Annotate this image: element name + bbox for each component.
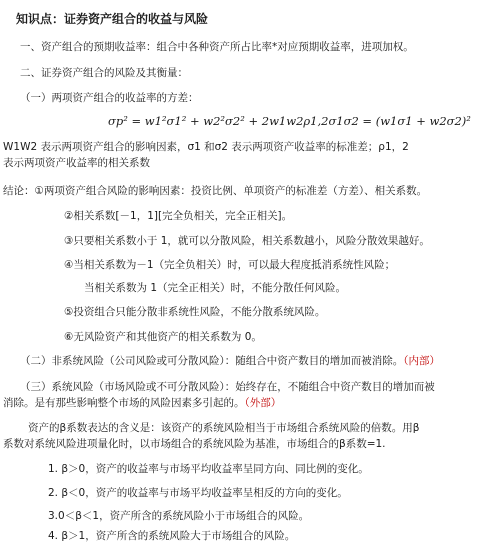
beta-definition-line2: 系数对系统风险进项量化时，以市场组合的系统风险为基准，市场组合的β系数=1.: [3, 438, 386, 450]
beta-item-1: 1. β＞0，资产的收益率与市场平均收益率呈同方向、同比例的变化。: [48, 463, 369, 475]
section-expected-return: 一、资产组合的预期收益率：组合中各种资产所占比率*对应预期收益率，进项加权。: [20, 41, 414, 53]
conclusion-3: ③只要相关系数小于 1，就可以分散风险，相关系数越小，风险分散效果越好。: [64, 235, 430, 247]
beta-item-4: 4. β＞1，资产所含的系统风险大于市场组合的风险。: [48, 530, 296, 542]
beta-item-3: 3.0＜β＜1，资产所含的系统风险小于市场组合的风险。: [48, 510, 310, 522]
systematic-risk-line1: （三）系统风险（市场风险或不可分散风险）：始终存在，不随组合中资产数目的增加而被: [20, 381, 435, 393]
weights-explanation: W1W2 表示两项资产组合的影响因素，σ1 和σ2 表示两项资产收益率的标准差；ρ1，2: [3, 141, 409, 153]
conclusion-6: ⑥无风险资产和其他资产的相关系数为 0。: [64, 331, 262, 343]
unsystematic-risk-text: （二）非系统风险（公司风险或可分散风险）：随组合中资产数目的增加而被消除。: [20, 355, 404, 367]
conclusion-4b: 当相关系数为 1（完全正相关）时，不能分散任何风险。: [84, 282, 347, 294]
document-title: 知识点：证券资产组合的收益与风险: [16, 12, 209, 26]
beta-item-2: 2. β＜0，资产的收益率与市场平均收益率呈相反的方向的变化。: [48, 487, 348, 499]
correlation-explanation: 表示两项资产收益率的相关系数: [3, 157, 150, 169]
external-tag: （外部）: [244, 397, 282, 409]
conclusion-5: ⑤投资组合只能分散非系统性风险，不能分散系统风险。: [64, 306, 326, 318]
systematic-risk-line2: [3, 396, 281, 410]
conclusion-4: ④当相关系数为－1（完全负相关）时，可以最大程度抵消系统性风险；: [64, 259, 396, 271]
conclusion-2: ②相关系数[－1，1][完全负相关，完全正相关]。: [64, 210, 293, 222]
unsystematic-risk: [20, 354, 440, 368]
variance-formula: [108, 114, 471, 128]
section-risk-heading: 二、证券资产组合的风险及其衡量：: [20, 67, 188, 79]
internal-tag: （内部）: [403, 355, 440, 367]
subsection-variance-heading: （一）两项资产组合的收益率的方差：: [20, 92, 199, 104]
systematic-risk-text: 消除。是有那些影响整个市场的风险因素多引起的。: [3, 397, 245, 409]
conclusion-1: 结论：①两项资产组合风险的影响因素：投资比例、单项资产的标准差（方差）、相关系数。: [3, 185, 428, 197]
formula-text: σp² = w1²σ1² + w2²σ2² + 2w1w2ρ1,2σ1σ2 = (w1σ1 + w2σ2)²: [108, 114, 471, 128]
beta-definition-line1: 资产的β系数表达的含义是：该资产的系统风险相当于市场组合系统风险的倍数。用β: [28, 422, 420, 434]
